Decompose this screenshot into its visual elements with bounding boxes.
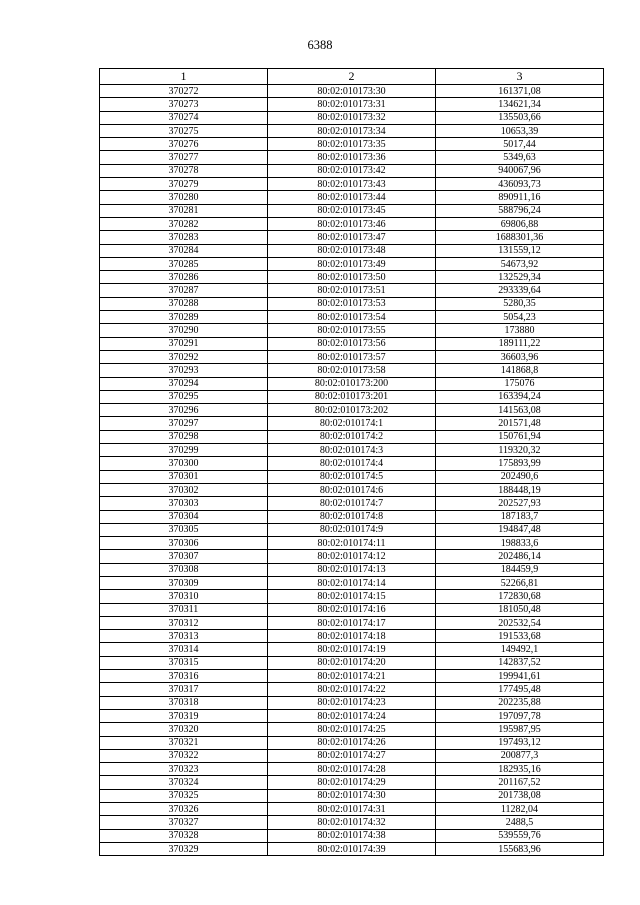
table-cell: 187183,7	[436, 510, 604, 523]
table-row	[100, 151, 604, 164]
table-cell: 80:02:010174:39	[268, 842, 436, 855]
table-cell: 132529,34	[436, 271, 604, 284]
table-cell: 370294	[100, 377, 268, 390]
table-cell: 80:02:010174:21	[268, 670, 436, 683]
table-cell: 200877,3	[436, 749, 604, 762]
table-cell: 80:02:010174:12	[268, 550, 436, 563]
table-row	[100, 244, 604, 257]
table-cell: 80:02:010173:50	[268, 271, 436, 284]
table-row	[100, 311, 604, 324]
table-cell: 141563,08	[436, 404, 604, 417]
column-header-1: 1	[100, 69, 268, 85]
table-cell: 161371,08	[436, 85, 604, 98]
table-cell: 370280	[100, 191, 268, 204]
table-cell: 5017,44	[436, 138, 604, 151]
table-cell: 80:02:010173:31	[268, 98, 436, 111]
table-row	[100, 550, 604, 563]
table-cell: 80:02:010174:19	[268, 643, 436, 656]
table-cell: 370286	[100, 271, 268, 284]
table-cell: 80:02:010174:24	[268, 709, 436, 722]
table-cell: 370291	[100, 337, 268, 350]
table-cell: 370274	[100, 111, 268, 124]
table-cell: 131559,12	[436, 244, 604, 257]
table-row	[100, 164, 604, 177]
table-cell: 370276	[100, 138, 268, 151]
table-row	[100, 816, 604, 829]
table-cell: 149492,1	[436, 643, 604, 656]
table-row	[100, 404, 604, 417]
table-cell: 370277	[100, 151, 268, 164]
table-header-row	[100, 69, 604, 85]
table-row	[100, 430, 604, 443]
table-row	[100, 457, 604, 470]
table-cell: 370307	[100, 550, 268, 563]
table-cell: 36603,96	[436, 350, 604, 363]
table-cell: 80:02:010174:2	[268, 430, 436, 443]
table-cell: 80:02:010174:32	[268, 816, 436, 829]
table-cell: 80:02:010173:58	[268, 364, 436, 377]
table-cell: 80:02:010173:56	[268, 337, 436, 350]
table-cell: 370317	[100, 683, 268, 696]
table-body	[100, 85, 604, 856]
table-cell: 54673,92	[436, 257, 604, 270]
table-cell: 80:02:010174:28	[268, 763, 436, 776]
table-cell: 80:02:010173:48	[268, 244, 436, 257]
table-cell: 370312	[100, 616, 268, 629]
table-cell: 370310	[100, 590, 268, 603]
table-cell: 202532,54	[436, 616, 604, 629]
table-cell: 370296	[100, 404, 268, 417]
table-cell: 80:02:010174:26	[268, 736, 436, 749]
table-row	[100, 683, 604, 696]
table-cell: 202235,88	[436, 696, 604, 709]
page-number: 6388	[307, 38, 333, 52]
table-cell: 370311	[100, 603, 268, 616]
table-row	[100, 723, 604, 736]
table-row	[100, 85, 604, 98]
table-row	[100, 231, 604, 244]
table-cell: 197097,78	[436, 709, 604, 722]
table-cell: 80:02:010173:35	[268, 138, 436, 151]
table-row	[100, 749, 604, 762]
table-row	[100, 204, 604, 217]
table-cell: 11282,04	[436, 803, 604, 816]
table-row	[100, 417, 604, 430]
table-cell: 370302	[100, 483, 268, 496]
table-cell: 119320,32	[436, 444, 604, 457]
table-row	[100, 630, 604, 643]
table-cell: 202486,14	[436, 550, 604, 563]
table-row	[100, 510, 604, 523]
table-cell: 177495,48	[436, 683, 604, 696]
table-cell: 370318	[100, 696, 268, 709]
table-row	[100, 191, 604, 204]
table-cell: 80:02:010173:55	[268, 324, 436, 337]
table-row	[100, 736, 604, 749]
table-row	[100, 470, 604, 483]
table-row	[100, 377, 604, 390]
table-cell: 80:02:010174:15	[268, 590, 436, 603]
table-cell: 370279	[100, 178, 268, 191]
table-row	[100, 217, 604, 230]
table-cell: 135503,66	[436, 111, 604, 124]
data-table	[99, 68, 604, 856]
table-cell: 80:02:010174:1	[268, 417, 436, 430]
table-cell: 370292	[100, 350, 268, 363]
table-cell: 173880	[436, 324, 604, 337]
table-cell: 202527,93	[436, 497, 604, 510]
table-row	[100, 670, 604, 683]
table-cell: 370287	[100, 284, 268, 297]
table-cell: 52266,81	[436, 576, 604, 589]
table-cell: 370272	[100, 85, 268, 98]
table-cell: 370321	[100, 736, 268, 749]
table-cell: 370322	[100, 749, 268, 762]
table-cell: 80:02:010173:54	[268, 311, 436, 324]
table-cell: 134621,34	[436, 98, 604, 111]
table-cell: 370308	[100, 563, 268, 576]
table-cell: 80:02:010173:44	[268, 191, 436, 204]
table-cell: 191533,68	[436, 630, 604, 643]
table-cell: 80:02:010174:5	[268, 470, 436, 483]
table-cell: 80:02:010173:43	[268, 178, 436, 191]
table-row	[100, 763, 604, 776]
table-cell: 188448,19	[436, 483, 604, 496]
table-cell: 80:02:010173:45	[268, 204, 436, 217]
table-row	[100, 337, 604, 350]
table-cell: 370300	[100, 457, 268, 470]
table-cell: 370314	[100, 643, 268, 656]
table-cell: 175076	[436, 377, 604, 390]
table-cell: 80:02:010173:36	[268, 151, 436, 164]
table-cell: 80:02:010174:23	[268, 696, 436, 709]
table-cell: 370293	[100, 364, 268, 377]
table-row	[100, 350, 604, 363]
table-cell: 80:02:010174:13	[268, 563, 436, 576]
table-row	[100, 656, 604, 669]
table-cell: 155683,96	[436, 842, 604, 855]
table-cell: 80:02:010174:17	[268, 616, 436, 629]
table-row	[100, 576, 604, 589]
table-cell: 890911,16	[436, 191, 604, 204]
table-row	[100, 297, 604, 310]
table-cell: 201738,08	[436, 789, 604, 802]
table-cell: 80:02:010174:14	[268, 576, 436, 589]
table-row	[100, 390, 604, 403]
column-header-2: 2	[268, 69, 436, 85]
table-cell: 182935,16	[436, 763, 604, 776]
table-cell: 370325	[100, 789, 268, 802]
table-cell: 198833,6	[436, 537, 604, 550]
table-cell: 80:02:010174:7	[268, 497, 436, 510]
table-cell: 370284	[100, 244, 268, 257]
table-cell: 370327	[100, 816, 268, 829]
table-cell: 80:02:010174:25	[268, 723, 436, 736]
table-cell: 370297	[100, 417, 268, 430]
table-cell: 370316	[100, 670, 268, 683]
table-cell: 80:02:010173:202	[268, 404, 436, 417]
table-cell: 80:02:010173:46	[268, 217, 436, 230]
table-row	[100, 324, 604, 337]
table-cell: 370295	[100, 390, 268, 403]
table-cell: 80:02:010173:34	[268, 124, 436, 137]
table-cell: 370301	[100, 470, 268, 483]
table-cell: 80:02:010173:32	[268, 111, 436, 124]
table-cell: 1688301,36	[436, 231, 604, 244]
table-cell: 10653,39	[436, 124, 604, 137]
table-cell: 194847,48	[436, 523, 604, 536]
table-cell: 181050,48	[436, 603, 604, 616]
table-cell: 197493,12	[436, 736, 604, 749]
table-cell: 150761,94	[436, 430, 604, 443]
table-cell: 370326	[100, 803, 268, 816]
table-cell: 80:02:010173:57	[268, 350, 436, 363]
table-row	[100, 563, 604, 576]
table-row	[100, 178, 604, 191]
table-cell: 370305	[100, 523, 268, 536]
table-row	[100, 444, 604, 457]
table-cell: 80:02:010174:18	[268, 630, 436, 643]
table-cell: 80:02:010174:29	[268, 776, 436, 789]
table-cell: 370309	[100, 576, 268, 589]
table-row	[100, 124, 604, 137]
table-cell: 202490,6	[436, 470, 604, 483]
table-cell: 370329	[100, 842, 268, 855]
table-cell: 370290	[100, 324, 268, 337]
table-cell: 370281	[100, 204, 268, 217]
table-cell: 80:02:010173:49	[268, 257, 436, 270]
table-cell: 80:02:010173:200	[268, 377, 436, 390]
table-cell: 80:02:010173:47	[268, 231, 436, 244]
table-cell: 195987,95	[436, 723, 604, 736]
table-cell: 370320	[100, 723, 268, 736]
table-cell: 5280,35	[436, 297, 604, 310]
table-cell: 80:02:010174:8	[268, 510, 436, 523]
table-cell: 141868,8	[436, 364, 604, 377]
table-cell: 940067,96	[436, 164, 604, 177]
table-cell: 588796,24	[436, 204, 604, 217]
table-cell: 370315	[100, 656, 268, 669]
table-cell: 201571,48	[436, 417, 604, 430]
table-cell: 370304	[100, 510, 268, 523]
table-cell: 80:02:010174:20	[268, 656, 436, 669]
table-row	[100, 590, 604, 603]
table-cell: 80:02:010173:51	[268, 284, 436, 297]
table-cell: 293339,64	[436, 284, 604, 297]
table-cell: 80:02:010174:30	[268, 789, 436, 802]
table-row	[100, 523, 604, 536]
table-row	[100, 842, 604, 855]
table-row	[100, 483, 604, 496]
table-row	[100, 364, 604, 377]
table-cell: 370313	[100, 630, 268, 643]
table-row	[100, 257, 604, 270]
table-cell: 163394,24	[436, 390, 604, 403]
table-cell: 80:02:010173:42	[268, 164, 436, 177]
table-row	[100, 537, 604, 550]
table-cell: 189111,22	[436, 337, 604, 350]
table-cell: 80:02:010174:3	[268, 444, 436, 457]
table-cell: 80:02:010173:30	[268, 85, 436, 98]
table-row	[100, 616, 604, 629]
table-cell: 80:02:010174:16	[268, 603, 436, 616]
table-row	[100, 776, 604, 789]
table-cell: 80:02:010174:9	[268, 523, 436, 536]
table-cell: 370273	[100, 98, 268, 111]
table-row	[100, 803, 604, 816]
table-cell: 370298	[100, 430, 268, 443]
table-cell: 80:02:010174:4	[268, 457, 436, 470]
table-cell: 370306	[100, 537, 268, 550]
table-cell: 436093,73	[436, 178, 604, 191]
table-row	[100, 497, 604, 510]
table-cell: 80:02:010174:22	[268, 683, 436, 696]
table-cell: 80:02:010174:11	[268, 537, 436, 550]
table-cell: 370303	[100, 497, 268, 510]
table-cell: 184459,9	[436, 563, 604, 576]
table-cell: 142837,52	[436, 656, 604, 669]
table-row	[100, 603, 604, 616]
table-row	[100, 111, 604, 124]
table-cell: 370328	[100, 829, 268, 842]
table-cell: 370278	[100, 164, 268, 177]
table-cell: 370275	[100, 124, 268, 137]
table-cell: 370299	[100, 444, 268, 457]
table-row	[100, 709, 604, 722]
table-row	[100, 643, 604, 656]
table-cell: 370323	[100, 763, 268, 776]
table-row	[100, 98, 604, 111]
table-cell: 370319	[100, 709, 268, 722]
table-row	[100, 696, 604, 709]
column-header-3: 3	[436, 69, 604, 85]
table-row	[100, 789, 604, 802]
table-cell: 69806,88	[436, 217, 604, 230]
table-cell: 370289	[100, 311, 268, 324]
table-row	[100, 271, 604, 284]
table-row	[100, 829, 604, 842]
table-row	[100, 138, 604, 151]
table-row	[100, 284, 604, 297]
table-cell: 5054,23	[436, 311, 604, 324]
table-cell: 80:02:010173:201	[268, 390, 436, 403]
table-cell: 175893,99	[436, 457, 604, 470]
table-cell: 80:02:010174:27	[268, 749, 436, 762]
table-cell: 370288	[100, 297, 268, 310]
table-cell: 539559,76	[436, 829, 604, 842]
table-cell: 80:02:010174:38	[268, 829, 436, 842]
table-cell: 80:02:010174:31	[268, 803, 436, 816]
table-cell: 370282	[100, 217, 268, 230]
table-cell: 370283	[100, 231, 268, 244]
table-cell: 2488,5	[436, 816, 604, 829]
table-cell: 172830,68	[436, 590, 604, 603]
table-cell: 80:02:010174:6	[268, 483, 436, 496]
table-cell: 370285	[100, 257, 268, 270]
table-cell: 201167,52	[436, 776, 604, 789]
table-cell: 370324	[100, 776, 268, 789]
table-cell: 5349,63	[436, 151, 604, 164]
table-cell: 199941,61	[436, 670, 604, 683]
table-cell: 80:02:010173:53	[268, 297, 436, 310]
